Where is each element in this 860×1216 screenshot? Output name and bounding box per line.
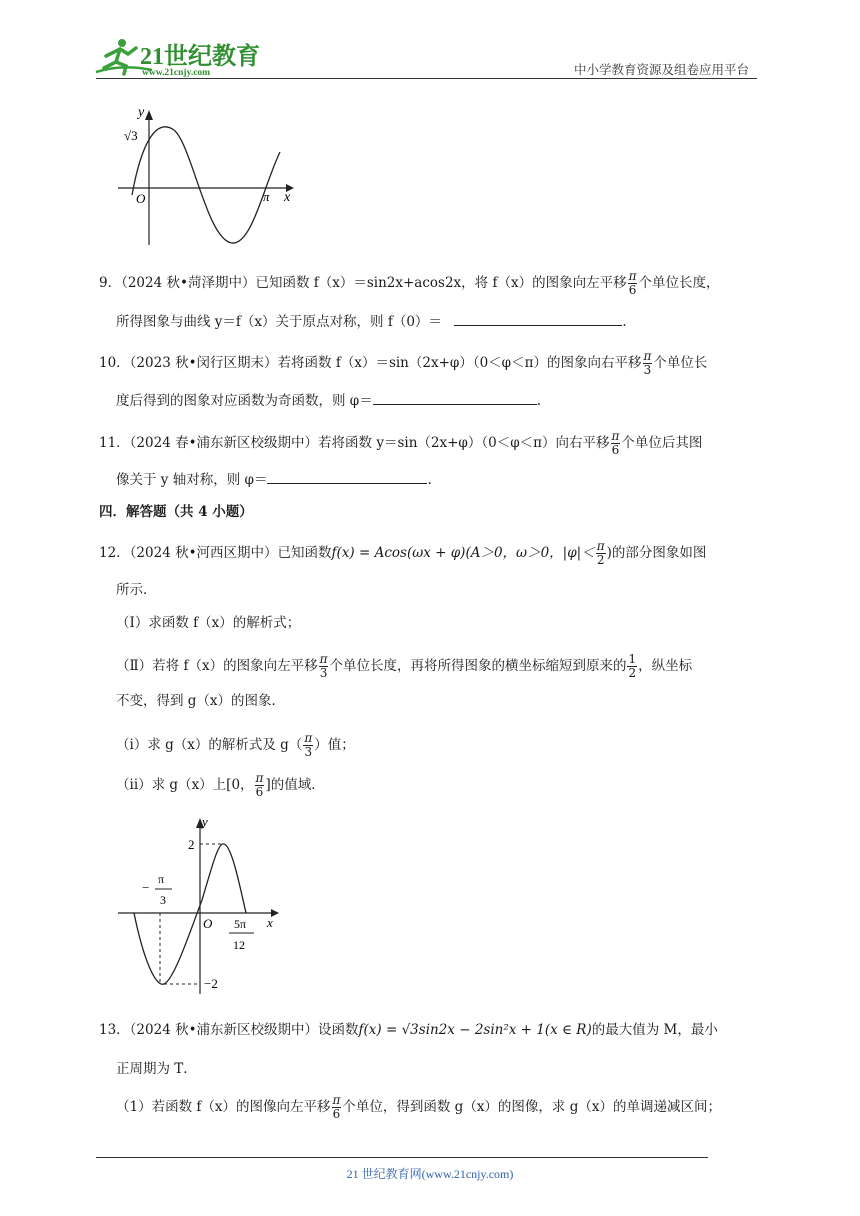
question-13-line1 <box>99 1020 718 1040</box>
q12-sub-i-fraction: $\frac{\pi}{3}$ <box>304 731 313 759</box>
y-label: y <box>202 814 208 829</box>
left-den: 3 <box>160 893 166 907</box>
question-12-sub-ii: （ii）求 g（x）上[0， $\frac{\pi}{6}$ ]的值域． <box>116 771 325 799</box>
platform-name: 中小学教育资源及组卷应用平台 <box>574 62 750 77</box>
question-10-line2: 度后得到的图象对应函数为奇函数，则 φ＝ . <box>116 390 541 411</box>
x-label: x <box>267 915 273 930</box>
q13-part1-fraction: $\frac{\pi}{6}$ <box>332 1093 341 1121</box>
q12-fraction: $\frac{\pi}{2}$ <box>596 539 605 567</box>
y-mark-label: √3 <box>124 128 138 143</box>
q9-text: 9．（2024 秋•菏泽期中）已知函数 f（x）＝sin2x+acos2x，将 f（x）的图象向左平移 <box>99 275 627 291</box>
left-sign: − <box>142 880 150 895</box>
sine-curve <box>132 127 280 243</box>
question-13-part1: （1）若函数 f（x）的图像向左平移 $\frac{\pi}{6}$ 个单位，得到函数 g（x）的图像，求 g（x）的单调递减区间； <box>116 1093 721 1121</box>
origin-label: O <box>136 191 146 206</box>
header-divider <box>96 78 757 79</box>
q11-line2-text: 像关于 y 轴对称，则 φ＝ <box>116 472 268 488</box>
section-heading: 四．解答题（共 4 小题） <box>99 504 253 520</box>
q12-part2-fraction-half: $\frac{1}{2}$ <box>628 652 637 680</box>
q11-text: 11．（2024 春•浦东新区校级期中）若将函数 y＝sin（2x+φ）（0＜φ＜π）向右平移 <box>99 435 610 451</box>
max-label: 2 <box>188 837 195 852</box>
q9-fraction: $\frac{\pi}{6}$ <box>628 269 637 297</box>
q11-suffix: 个单位后其图 <box>621 435 703 451</box>
q12-text: 12．（2024 秋•河西区期中）已知函数 <box>99 545 332 561</box>
y-label: y <box>138 105 145 120</box>
question-10-line1 <box>99 350 707 377</box>
q11-fraction: $\frac{\pi}{6}$ <box>611 429 620 457</box>
question-12-line2: 所示． <box>116 582 157 598</box>
q12-suffix: )的部分图象如图 <box>606 545 707 561</box>
min-label: −2 <box>204 976 218 991</box>
q13-text: 13．（2024 秋•浦东新区校级期中）设函数 <box>99 1022 359 1038</box>
q9-suffix: 个单位长度， <box>638 275 720 291</box>
q10-answer-blank[interactable] <box>373 390 537 405</box>
question-12-line1 <box>99 540 706 567</box>
question-11-line1 <box>99 430 702 457</box>
x-mark-label: π <box>263 189 270 204</box>
x-label: x <box>284 190 291 205</box>
question-12-part1: （Ⅰ）求函数 f（x）的解析式； <box>116 615 301 631</box>
cosine-curve <box>134 844 246 984</box>
q10-fraction: $\frac{\pi}{3}$ <box>643 349 652 377</box>
q12-part2-fraction: $\frac{\pi}{3}$ <box>319 652 328 680</box>
q10-line2-text: 度后得到的图象对应函数为奇函数，则 φ＝ <box>116 393 373 409</box>
q11-answer-blank[interactable] <box>267 469 427 484</box>
left-num: π <box>158 872 165 886</box>
q13-suffix: 的最大值为 M，最小 <box>591 1022 718 1038</box>
origin-label: O <box>203 916 213 931</box>
graph-2 <box>112 812 292 1006</box>
footer-link[interactable]: 21 世纪教育网(www.21cnjy.com) <box>346 1167 514 1181</box>
logo-url-text: www.21cnjy.com <box>142 68 211 78</box>
site-logo <box>92 36 267 78</box>
logo-main-text: 21世纪教育 <box>140 44 260 70</box>
question-12-sub-i: （i）求 g（x）的解析式及 g（ $\frac{\pi}{3}$ ）值； <box>116 731 355 759</box>
right-den: 12 <box>233 938 245 952</box>
right-num: 5π <box>234 917 247 931</box>
question-12-part2-line1: （Ⅱ）若将 f（x）的图象向左平移 $\frac{\pi}{3}$ 个单位长度，再将所得图象的横坐标缩短到原来的 $\frac{1}{2}$ ，纵坐标 <box>116 652 693 680</box>
q12-formula: f(x) = Acos(ωx + φ)(A＞0，ω＞0，|φ|＜ <box>331 545 595 561</box>
question-11-line2: 像关于 y 轴对称，则 φ＝ . <box>116 469 432 490</box>
q9-answer-blank[interactable] <box>454 311 622 326</box>
q10-suffix: 个单位长 <box>653 355 708 371</box>
q9-line2-text: 所得图象与曲线 y＝f（x）关于原点对称，则 f（0）＝ <box>116 314 442 330</box>
question-12-part2-line2: 不变，得到 g（x）的图象． <box>116 693 286 709</box>
q13-formula: f(x) = √3sin2x − 2sin²x + 1(x ∈ R) <box>358 1022 592 1038</box>
q10-text: 10．（2023 秋•闵行区期末）若将函数 f（x）＝sin（2x+φ）（0＜φ＜π）的图象向右平移 <box>99 355 642 371</box>
question-9-line1 <box>99 270 719 297</box>
question-13-line2: 正周期为 T． <box>116 1061 197 1077</box>
question-9-line2: 所得图象与曲线 y＝f（x）关于原点对称，则 f（0）＝ . <box>116 311 627 332</box>
footer-divider <box>96 1157 708 1158</box>
q12-sub-ii-fraction: $\frac{\pi}{6}$ <box>255 771 264 799</box>
graph-1 <box>112 100 302 254</box>
